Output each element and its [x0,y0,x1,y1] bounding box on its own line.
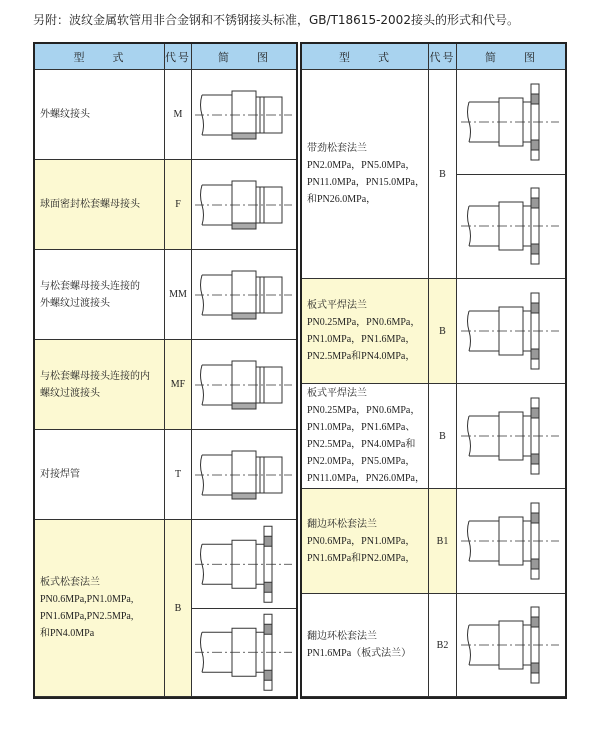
header-code: 代号 [165,44,192,70]
type-line: 和PN4.0MPa [40,628,95,639]
type-cell [35,250,165,340]
type-line: PN1.0MPa，PN1.6MPa， [307,334,416,345]
type-line: 板式平焊法兰 [307,300,367,311]
page-title: 另附：波纹金属软管用非合金钢和不锈钢接头标准，GB/T18615-2002接头的形式和代号。 [33,13,519,27]
type-line: 板式松套法兰 [40,577,100,588]
type-cell [302,384,429,489]
type-line: 球面密封松套螺母接头 [40,199,140,210]
type-line: PN1.6MPa,PN2.5MPa, [40,611,134,622]
type-line: PN11.0MPa，PN15.0MPa， [307,177,425,188]
type-line: PN1.0MPa，PN1.6MPa、 [307,422,416,433]
header-diagram: 简 图 [192,44,296,70]
code-cell: T [165,430,192,520]
header-type: 型 式 [35,44,165,70]
type-line: PN2.5MPa和PN4.0MPa， [307,351,416,362]
type-line: 外螺纹过渡接头 [40,297,110,309]
type-line: PN2.0MPa，PN5.0MPa， [307,456,416,467]
female-adapter-drawing [192,340,296,430]
type-cell [35,340,165,430]
type-line: 与松套螺母接头连接的 [40,280,140,292]
type-line: PN0.6MPa，PN1.0MPa， [307,535,416,547]
male-thread-fitting-drawing [192,70,296,160]
header-diagram: 简 图 [457,44,565,70]
plate-slip-on-flange-drawing [457,279,565,384]
type-cell [302,594,429,697]
code-cell: MF [165,340,192,430]
swivel-nut-fitting-drawing [192,160,296,250]
type-line: 和PN26.0MPa， [307,194,377,205]
type-cell [302,70,429,279]
type-line: 外螺纹接头 [40,109,90,120]
code-cell: M [165,70,192,160]
type-cell [35,70,165,160]
type-cell [302,489,429,594]
male-adapter-drawing [192,250,296,340]
hubbed-loose-flange-drawing [457,70,565,175]
loose-plate-flange-drawing [192,609,296,698]
type-line: PN1.6MPa和PN2.0MPa， [307,552,416,564]
type-line: 带劲松套法兰 [307,143,367,154]
type-line: 板式平焊法兰 [307,388,367,399]
hubbed-loose-flange-drawing [457,175,565,280]
butt-weld-pipe-drawing [192,430,296,520]
code-cell: B2 [429,594,457,697]
plate-slip-on-flange-drawing [457,384,565,489]
type-line: 与松套螺母接头连接的内 [40,370,150,382]
header-type: 型 式 [302,44,429,70]
type-line: PN2.5MPa，PN4.0MPa和 [307,439,416,450]
lap-joint-flange-drawing [457,489,565,594]
lap-joint-flange-drawing [457,594,565,697]
type-line: PN0.6MPa,PN1.0MPa, [40,594,134,605]
type-line: PN1.6MPa（板式法兰） [307,648,412,659]
code-cell: B [429,70,457,279]
type-line: 翻边环松套法兰 [307,631,377,642]
type-cell [302,279,429,384]
code-cell: B [429,279,457,384]
type-line: 翻边环松套法兰 [307,518,377,530]
type-line: 螺纹过渡接头 [40,387,100,399]
type-cell [35,160,165,250]
right-table [300,42,567,699]
type-line: 对接焊管 [40,469,80,480]
type-line: PN0.25MPa，PN0.6MPa， [307,405,421,416]
code-cell: B [165,520,192,697]
left-table [33,42,298,699]
header-code: 代号 [429,44,457,70]
type-cell [35,430,165,520]
type-line: PN2.0MPa，PN5.0MPa， [307,160,416,171]
code-cell: MM [165,250,192,340]
loose-plate-flange-drawing [192,520,296,609]
type-cell [35,520,165,697]
type-line: PN11.0MPa，PN26.0MPa， [307,473,425,484]
type-line: PN0.25MPa，PN0.6MPa， [307,317,421,328]
code-cell: F [165,160,192,250]
code-cell: B [429,384,457,489]
code-cell: B1 [429,489,457,594]
